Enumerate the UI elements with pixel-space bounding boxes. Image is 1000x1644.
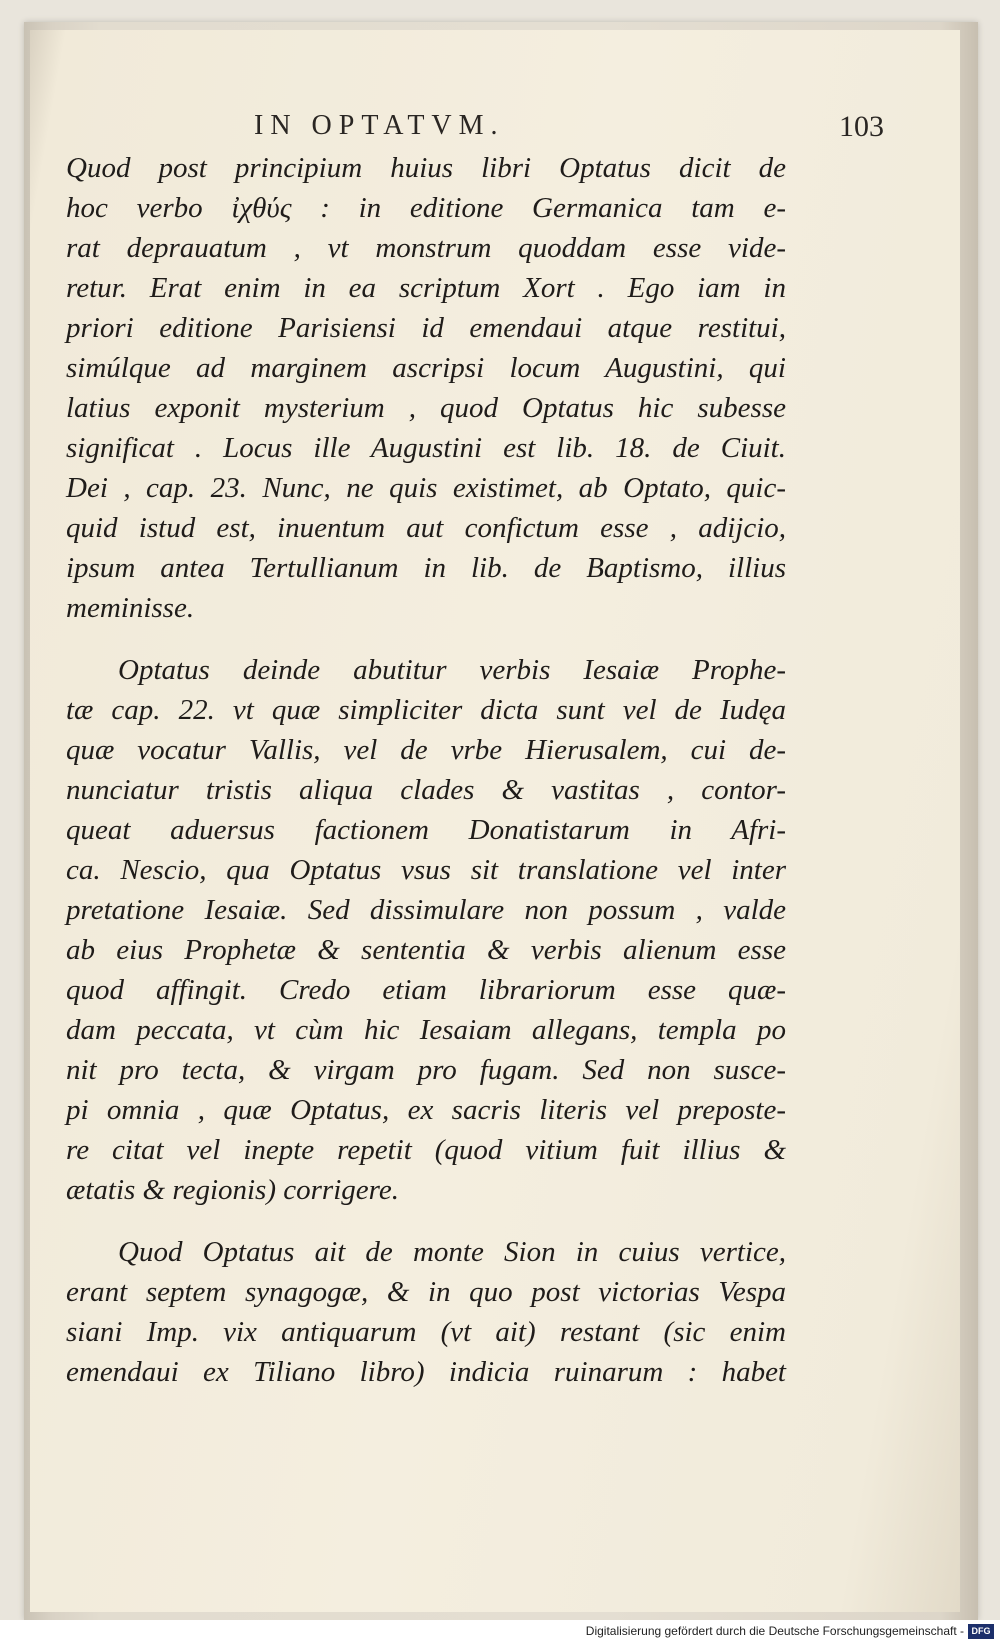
text-line: priori editione Parisiensi id emendaui atque restitui, (66, 312, 786, 344)
dfg-logo-icon: DFG (968, 1624, 994, 1639)
text-line: simúlque ad marginem ascripsi locum Augustini, qui (66, 352, 786, 384)
running-head (94, 110, 898, 150)
text-line: quæ vocatur Vallis, vel de vrbe Hierusalem, cui de- (66, 734, 786, 766)
text-line: pi omnia , quæ Optatus, ex sacris literis vel preposte- (66, 1094, 786, 1126)
text-line: nunciatur tristis aliqua clades & vastitas , contor- (66, 774, 786, 806)
text-line: hoc verbo ἰχθύς : in editione Germanica tam e- (66, 192, 786, 224)
text-line: pretatione Iesaiæ. Sed dissimulare non possum , valde (66, 894, 786, 926)
text-block (66, 148, 786, 1392)
page-number: 103 (839, 110, 884, 143)
text-line: rat deprauatum , vt monstrum quoddam esse vide- (66, 232, 786, 264)
text-line: retur. Erat enim in ea scriptum Xort . Ego iam in (66, 272, 786, 304)
book-edge (24, 22, 978, 1620)
text-line: ab eius Prophetæ & sententia & verbis alienum esse (66, 934, 786, 966)
text-line: queat aduersus factionem Donatistarum in Afri- (66, 814, 786, 846)
text-line: Dei , cap. 23. Nunc, ne quis existimet, ab Optato, quic- (66, 472, 786, 504)
running-head-title: IN OPTATVM. (254, 110, 505, 141)
paragraph-gap (66, 1210, 786, 1232)
text-line: re citat vel inepte repetit (quod vitium fuit illius & (66, 1134, 786, 1166)
text-line: Quod Optatus ait de monte Sion in cuius vertice, (118, 1236, 786, 1268)
text-line: siani Imp. vix antiquarum (vt ait) restant (sic enim (66, 1316, 786, 1348)
text-line: ipsum antea Tertullianum in lib. de Baptismo, illius (66, 552, 786, 584)
text-line: ca. Nescio, qua Optatus vsus sit translatione vel inter (66, 854, 786, 886)
text-line: nit pro tecta, & virgam pro fugam. Sed non susce- (66, 1054, 786, 1086)
text-line: quod affingit. Credo etiam librariorum esse quæ- (66, 974, 786, 1006)
text-line: erant septem synagogæ, & in quo post victorias Vespa (66, 1276, 786, 1308)
funding-credit: Digitalisierung gefördert durch die Deutsche Forschungsgemeinschaft - (585, 1624, 964, 1638)
text-line: dam peccata, vt cùm hic Iesaiam allegans, templa po (66, 1014, 786, 1046)
paragraph-gap (66, 628, 786, 650)
text-line: ætatis & regionis) corrigere. (66, 1174, 399, 1206)
text-line: tæ cap. 22. vt quæ simpliciter dicta sunt vel de Iudęa (66, 694, 786, 726)
text-line: Optatus deinde abutitur verbis Iesaiæ Prophe- (118, 654, 786, 686)
text-line: Quod post principium huius libri Optatus dicit de (66, 152, 786, 184)
text-line: quid istud est, inuentum aut confictum esse , adijcio, (66, 512, 786, 544)
digitization-footer (0, 1620, 1000, 1644)
text-line: latius exponit mysterium , quod Optatus hic subesse (66, 392, 786, 424)
text-line: emendaui ex Tiliano libro) indicia ruinarum : habet (66, 1356, 786, 1388)
text-line: meminisse. (66, 592, 195, 624)
text-line: significat . Locus ille Augustini est lib. 18. de Ciuit. (66, 432, 786, 464)
book-page (30, 30, 960, 1612)
